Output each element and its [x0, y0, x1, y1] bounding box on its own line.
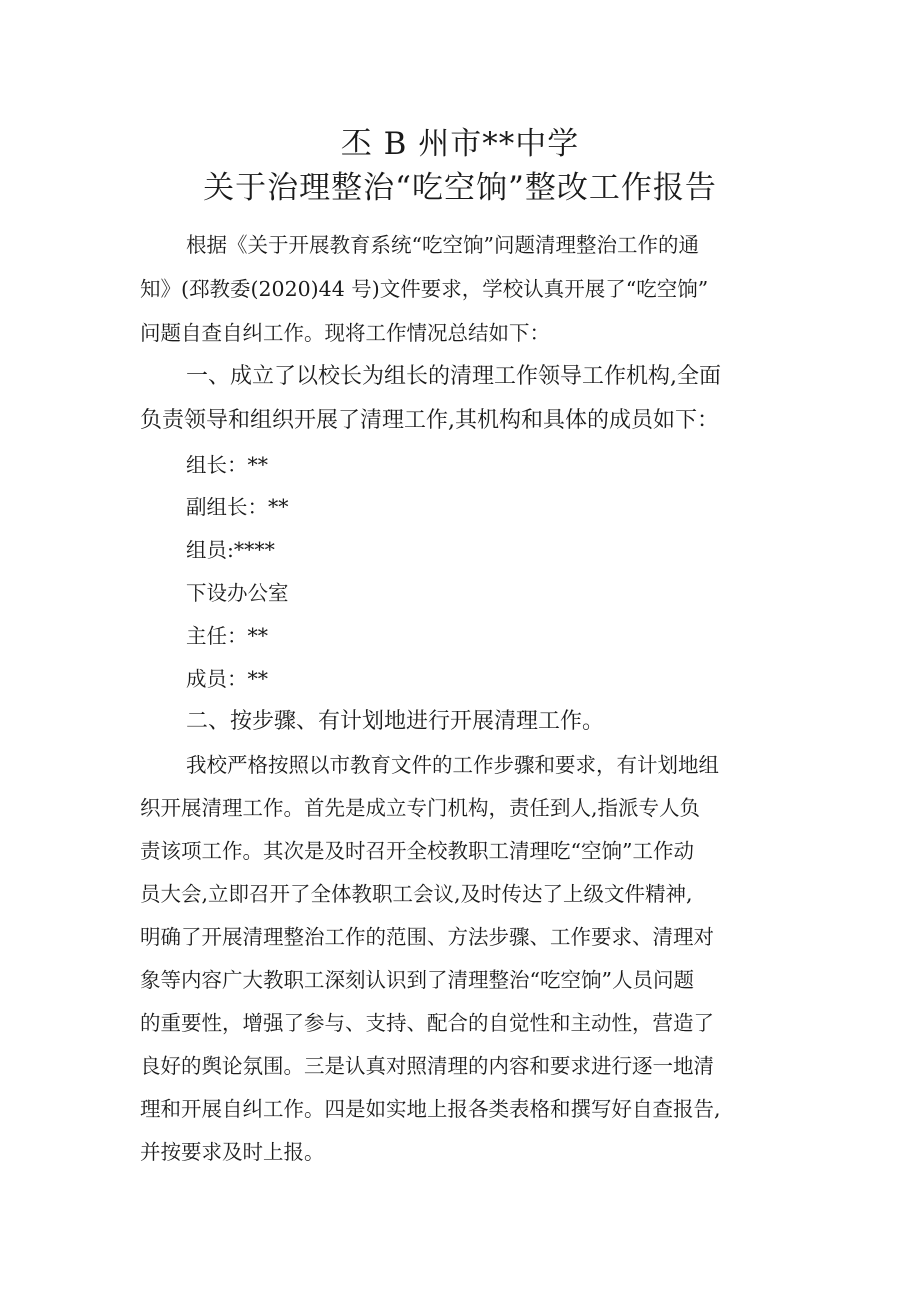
section1-line-2: 负责领导和组织开展了清理工作,其机构和具体的成员如下： — [140, 408, 719, 433]
section2-line-5: 明确了开展清理整治工作的范围、方法步骤、工作要求、清理对 — [140, 925, 714, 949]
section2-line-4: 员大会,立即召开了全体教职工会议,及时传达了上级文件精神, — [140, 882, 693, 906]
intro-line-3: 问题自查自纠工作。现将工作情况总结如下： — [140, 321, 550, 345]
section2-line-3: 责该项工作。其次是及时召开全校教职工清理吃“空饷”工作动 — [140, 839, 694, 863]
section2-line-10: 并按要求及时上报。 — [140, 1140, 325, 1164]
section2-line-6: 象等内容广大教职工深刻认识到了清理整治“吃空饷”人员问题 — [140, 968, 694, 992]
member-deputy-leader: 副组长：** — [186, 495, 289, 519]
section2-line-2: 织开展清理工作。首先是成立专门机构，责任到人,指派专人负 — [140, 796, 701, 820]
section2-line-8: 良好的舆论氛围。三是认真对照清理的内容和要求进行逐一地清 — [140, 1054, 714, 1078]
intro-line-1: 根据《关于开展教育系统“吃空饷”问题清理整治工作的通 — [186, 233, 699, 257]
member-leader: 组长：** — [186, 453, 268, 477]
document-title-school: 丕 B 州市**中学 — [340, 126, 580, 162]
section2-line-7: 的重要性，增强了参与、支持、配合的自觉性和主动性，营造了 — [140, 1011, 714, 1035]
intro-line-2: 知》(邳教委(2020)44 号)文件要求，学校认真开展了“吃空饷” — [140, 277, 709, 301]
section1-line-1: 一、成立了以校长为组长的清理工作领导工作机构,全面 — [186, 364, 721, 389]
member-director: 主任：** — [186, 624, 268, 648]
member-office: 下设办公室 — [186, 581, 289, 605]
section2-line-9: 理和开展自纠工作。四是如实地上报各类表格和撰写好自查报告, — [140, 1097, 721, 1121]
member-team-members: 组员:**** — [186, 538, 275, 562]
section2-line-1: 我校严格按照以市教育文件的工作步骤和要求，有计划地组 — [186, 753, 719, 777]
document-title-report: 关于治理整治“吃空饷”整改工作报告 — [203, 170, 717, 206]
section2-heading: 二、按步骤、有计划地进行开展清理工作。 — [186, 709, 605, 734]
member-staff: 成员：** — [186, 667, 268, 691]
